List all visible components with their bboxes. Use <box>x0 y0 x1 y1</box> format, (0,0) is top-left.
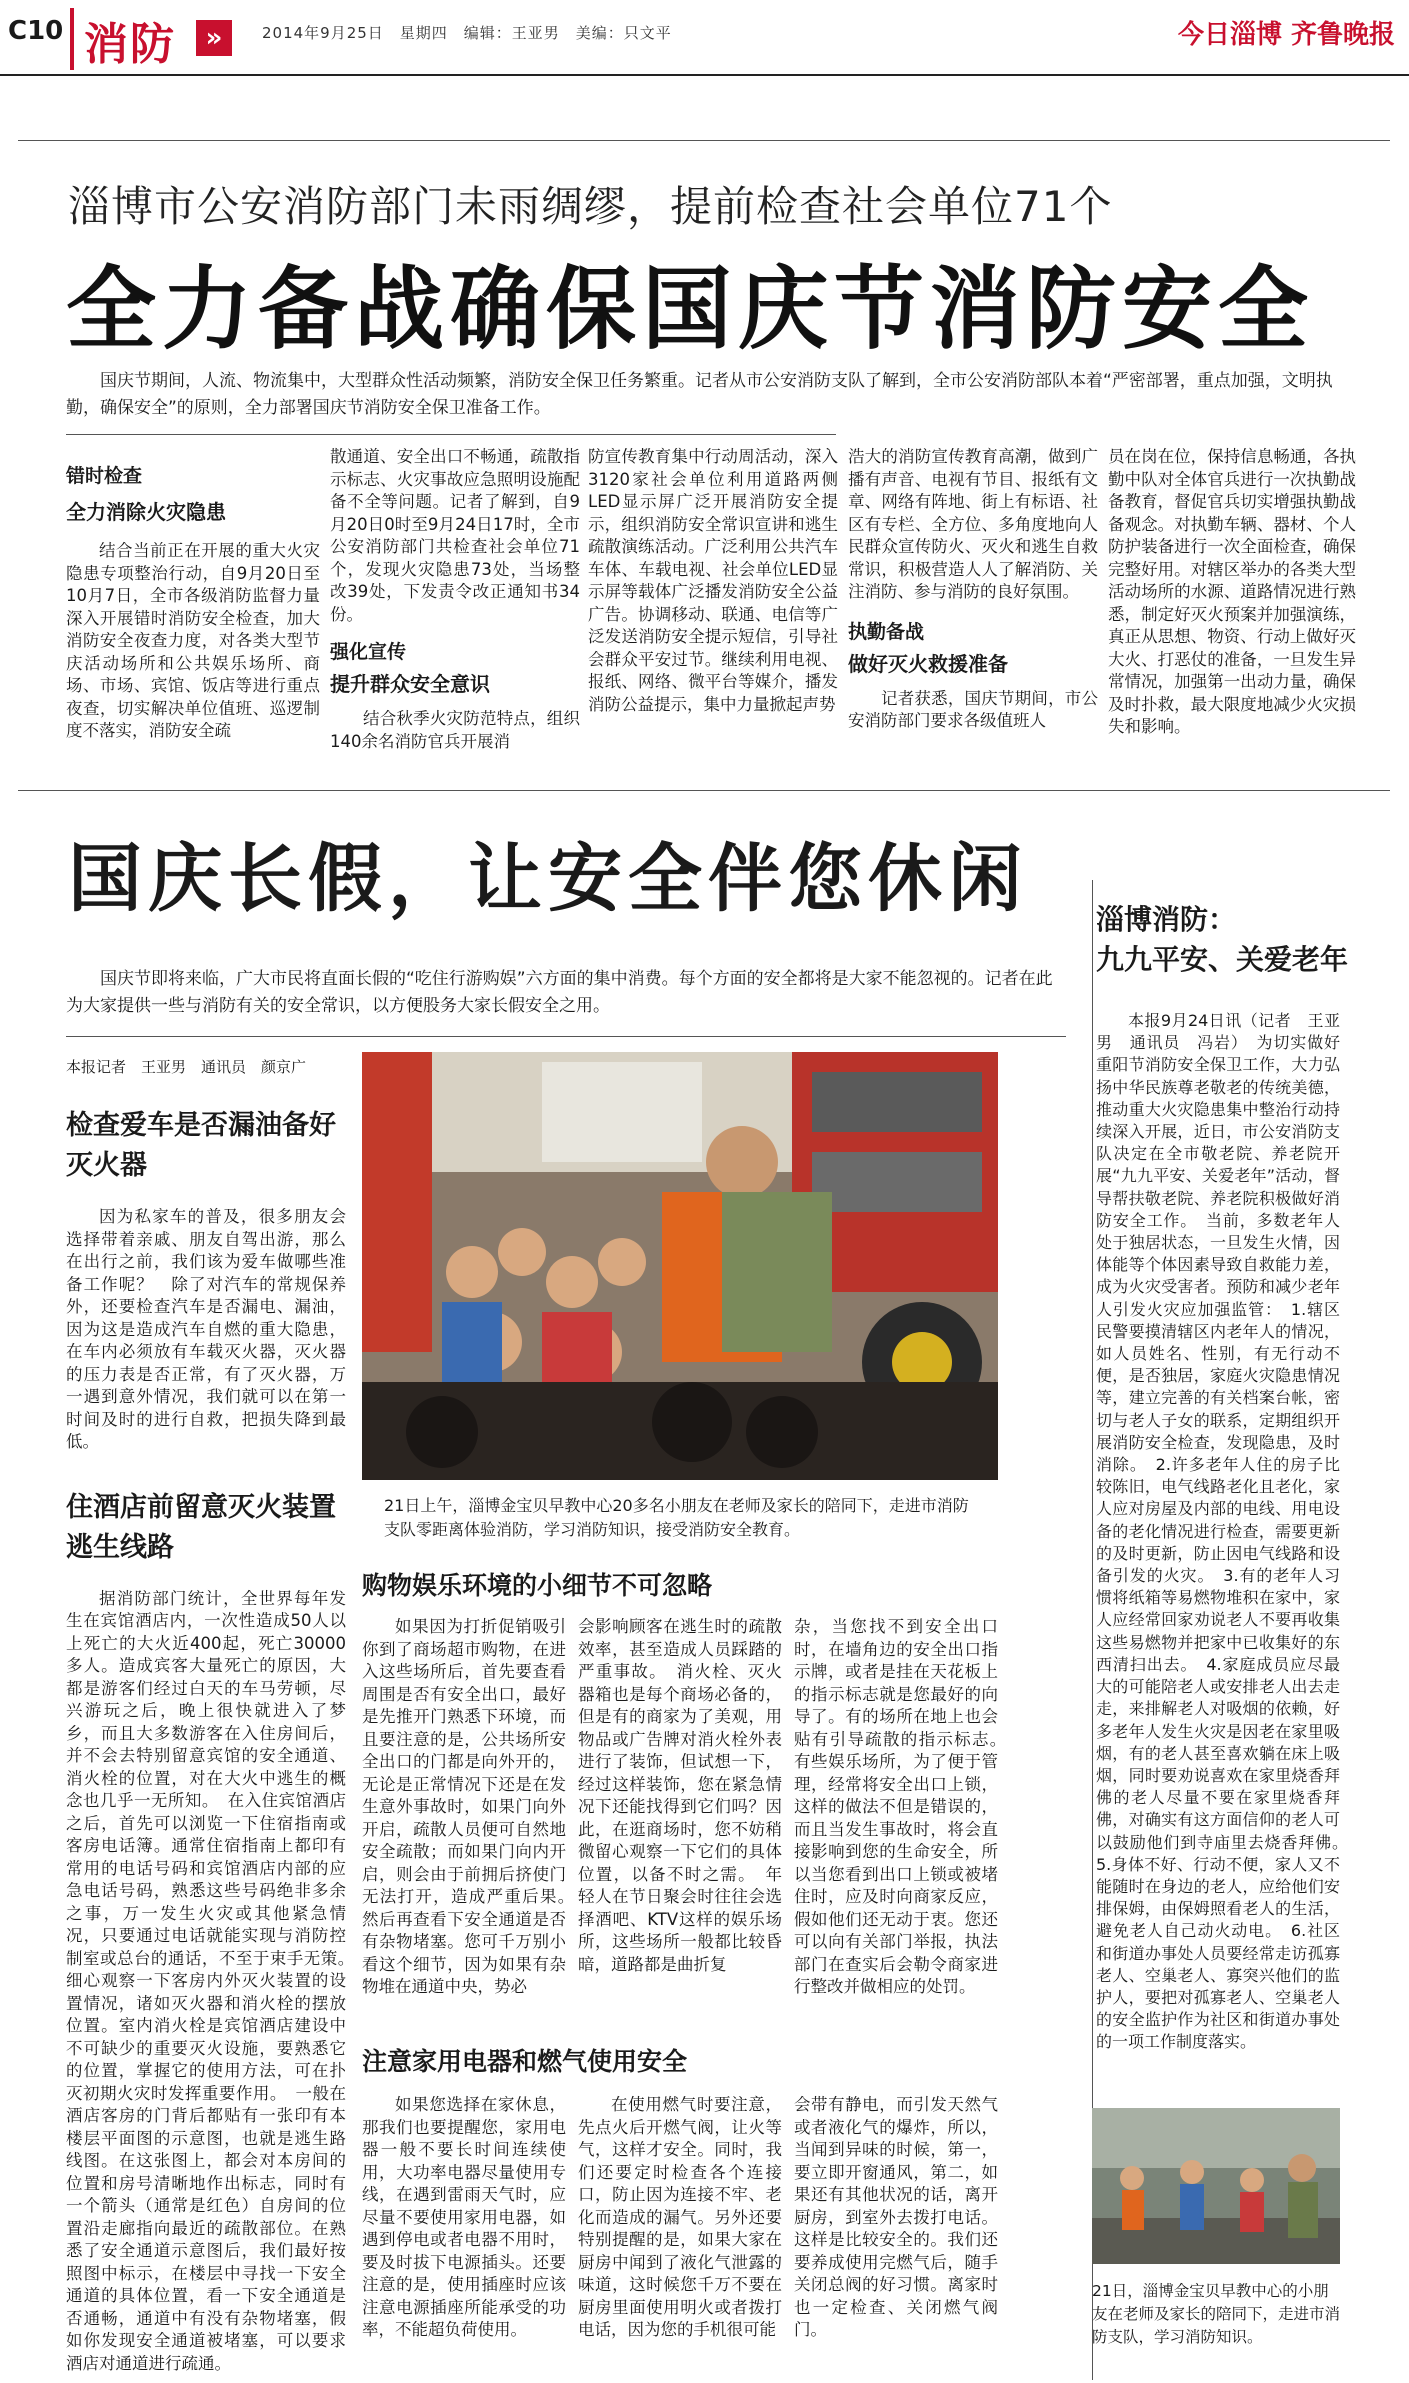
fire-station-photo <box>362 1052 998 1480</box>
main-column-3 <box>588 446 838 716</box>
main-headline: 全力备战确保国庆节消防安全 <box>66 257 1314 362</box>
top-divider <box>18 140 1390 141</box>
issue-meta: 2014年9月25日 星期四 编辑：王亚男 美编：只文平 <box>262 24 672 42</box>
section-4-col3: 会带有静电，而引发天然气或者液化气的爆炸，所以，当闻到异味的时候，第一，要立即开窗通风，第二，如果还有其他状况的话，离开厨房，到室外去拨打电话。这样是比较安全的。我们还要养成使用完燃气后，随手关闭总阀的好习惯。离家时也一定检查、关闭燃气阀门。 <box>794 2095 998 2339</box>
sidebar-headline-line2: 九九平安、关爱老年 <box>1096 943 1349 976</box>
sidebar-headline <box>1096 900 1386 980</box>
header-divider <box>0 74 1409 76</box>
section-3-col3: 杂，当您找不到安全出口时，在墙角边的安全出口指示牌，或者是挂在天花板上的指示标志就是您最好的向导了。有的场所在地上也会贴有引导疏散的指示标志。 有些娱乐场所，为了便于管理，经常将安全出口上锁，这样的做法不但是错误的，而且当发生事故时，将会直接影响到您的生命安全，所以当您看到出口上锁或被堵住时，应及时向商家反应，假如他们还无动于衷。您还可以向有关部门举报，执法部门在查实后会勒令商家进行整改并做相应的处罚。 <box>794 1617 1015 1996</box>
section-3-col2: 会影响顾客在逃生时的疏散效率，甚至造成人员踩踏的严重事故。 消火栓、灭火器箱也是每个商场必备的，但是有的商家为了美观，用物品或广告牌对消火栓外表进行了装饰，但试想一下，经过这样装饰，您在紧急情况下还能找得到它们吗？因此，在逛商场时，您不妨稍微留心观察一下它们的具体位置，以备不时之需。 年轻人在节日聚会时往往会选择酒吧、KTV这样的娱乐场所，这些场所一般都比较昏暗，道路都是曲折复 <box>578 1617 782 1974</box>
main-column-5 <box>1108 446 1356 739</box>
section-4-col1: 如果您选择在家休息，那我们也要提醒您，家用电器一般不要长时间连续使用，大功率电器尽量使用专线，在遇到雷雨天气时，应尽量不要使用家用电器，如遇到停电或者电器不用时，要及时拔下电源插头。还要注意的是，使用插座时应该注意电源插座所能承受的功率，不能超负荷使用。 <box>362 2095 566 2339</box>
main-col1-text: 结合当前正在开展的重大火灾隐患专项整治行动，自9月20日至10月7日，全市各级消防监督力量深入开展错时消防安全检查，加大消防安全夜查力度，对各类大型节庆活动场所和公共娱乐场所、商场、市场、宾馆、饭店等进行重点夜查，切实解决单位值班、巡逻制度不落实，消防安全疏 <box>66 541 320 740</box>
main-col4-text: 浩大的消防宣传教育高潮，做到广播有声音、电视有节目、报纸有文章、网络有阵地、街上有标语、社区有专栏、全方位、多角度地向人民群众宣传防火、灭火和逃生自救常识，积极营造人人了解消防、关注消防、参与消防的良好氛围。 <box>848 447 1098 601</box>
section-2-title: 住酒店前留意灭火装置逃生线路 <box>66 1491 336 1563</box>
main-lead: 国庆节期间，人流、物流集中，大型群众性活动频繁，消防安全保卫任务繁重。记者从市公安消防支队了解到，全市公安消防部队本着“严密部署，重点加强，文明执勤，确保安全”的原则，全力部署国庆节消防安全保卫准备工作。 <box>66 371 1333 418</box>
main-col2-text-b: 结合秋季火灾防范特点，组织140余名消防官兵开展消 <box>330 709 580 751</box>
main-kicker: 淄博市公安消防部门未雨绸缪，提前检查社会单位71个 <box>68 182 1113 231</box>
main-col3-text: 防宣传教育集中行动周活动，深入3120家社会单位利用道路两侧LED显示屏广泛开展消防安全提示，组织消防安全常识宣讲和逃生疏散演练活动。广泛利用公共汽车车体、车载电视、社会单位LED显示屏等载体广泛播发消防安全公益广告。协调移动、联通、电信等广泛发送消防安全提示短信，引导社会群众平安过节。继续利用电视、报纸、网络、微平台等媒介，播发消防公益提示，集中力量掀起声势 <box>588 447 838 714</box>
section-4-title: 注意家用电器和燃气使用安全 <box>362 2047 688 2076</box>
section-1-text: 因为私家车的普及，很多朋友会选择带着亲戚、朋友自驾出游，那么在出行之前，我们该为爱车做哪些准备工作呢？ 除了对汽车的常规保养外，还要检查汽车是否漏电、漏油，因为这是造成汽车自燃的重大隐患，在车内必须放有车载灭火器，灭火器的压力表是否正常，有了灭火器，万一遇到意外情况，我们就可以在第一时间及时的进行自救，把损失降到最低。 <box>66 1207 346 1451</box>
lead-divider <box>66 434 836 435</box>
sidebar-headline-line1: 淄博消防： <box>1096 903 1237 936</box>
holiday-headline: 国庆长假，让安全伴您休闲 <box>68 836 1028 922</box>
holiday-lead: 国庆节即将来临，广大市民将直面长假的“吃住行游购娱”六方面的集中消费。每个方面的安全都将是大家不能忽视的。记者在此为大家提供一些与消防有关的安全常识，以方便股务大家长假安全之用。 <box>66 969 1053 1016</box>
sidebar-text: 本报9月24日讯（记者 王亚男 通讯员 冯岩） 为切实做好重阳节消防安全保卫工作，大力弘扬中华民族尊老敬老的传统美德，推动重大火灾隐患集中整治行动持续深入开展，近日，市公安消防支队决定在全市敬老院、养老院开展“九九平安、关爱老年”活动，督导帮扶敬老院、养老院积极做好消防安全工作。 当前，多数老年人处于独居状态，一旦发生火情，因体能等个体因素导致自救能力差，成为火灾受害者。预防和减少老年人引发火灾应加强监管： 1.辖区民警要摸清辖区内老年人的情况，如人员姓名、性别，有无行动不便，是否独居，家庭火灾隐患情况等，建立完善的有关档案台帐，密切与老人子女的联系，定期组织开展消防安全检查，发现隐患，及时消除。 2.许多老年人住的房子比较陈旧，电气线路老化且老化，家人应对房屋及内部的电线、用电设备的老化情况进行检查，需要更新的及时更新，防止因电气线路和设备引发的火灾。 3.有的老年人习惯将纸箱等易燃物堆积在家中，家人应经常回家劝说老人不要再收集这些易燃物并把家中已收集好的东西清扫出去。 4.家庭成员应尽最大的可能陪老人或安排老人出去走走，来排解老人对吸烟的依赖，好多老年人发生火灾是因老在家里吸烟，有的老人甚至喜欢躺在床上吸烟，同时要劝说喜欢在家里烧香拜佛的老人尽量不要在家里烧香拜佛，对确实有这方面信仰的老人可以鼓励他们到寺庙里去烧香拜佛。 5.身体不好、行动不便，家人又不能随时在身边的老人，应给他们安排保姆，由保姆照看老人的生活，避免老人自己动火动电。 6.社区和街道办事处人员要经常走访孤寡老人、空巢老人、寡突兴他们的监护人，要把对孤寡老人、空巢老人的安全监护作为社区和街道办事处的一项工作制度落实。 <box>1096 1011 1357 2052</box>
section-4-col2: 在使用燃气时要注意，先点火后开燃气阀，让火等气，这样才安全。同时，我们还要定时检查各个连接口，防止因为连接不牢、老化而造成的漏气。另外还要特别提醒的是，如果大家在厨房中闻到了液化气泄露的味道，这时候您千万不要在厨房里面使用明火或者拨打电话，因为您的手机很可能 <box>578 2095 782 2339</box>
masthead-logo: 今日淄博 齐鲁晚报 <box>1177 20 1395 50</box>
sidebar-photo <box>1092 2108 1340 2264</box>
section-3-col1: 如果因为打折促销吸引你到了商场超市购物，在进入这些场所后，首先要查看周围是否有安全出口，最好是先推开门熟悉下环境，而且要注意的是，公共场所安全出口的门都是向外开的，无论是正常情况下还是在发生意外事故时，如果门向外开启，疏散人员便可自然地安全疏散；而如果门向内开启，则会由于前拥后挤使门无法打开，造成严重后果。 然后再查看下安全通道是否有杂物堵塞。您可千万别小看这个细节，因为如果有杂物堆在通道中央，势必 <box>362 1617 583 1996</box>
subhead-3-subtitle: 做好灭火救援准备 <box>848 651 1008 676</box>
subhead-1-subtitle: 全力消除火灾隐患 <box>66 500 226 524</box>
subhead-2-title: 强化宣传 <box>330 641 407 663</box>
main-col4-text-b: 记者获悉，国庆节期间，市公安消防部门要求各级值班人 <box>848 688 1098 730</box>
subhead-2-subtitle: 提升群众安全意识 <box>330 672 490 696</box>
page-number-divider <box>70 8 74 70</box>
main-col2-text: 散通道、安全出口不畅通，疏散指示标志、火灾事故应急照明设施配备不全等问题。记者了解到，自9月20日0时至9月24日17时，全市公安消防部门共检查社会单位71个，发现火灾隐患73处，当场整改39处，下发责令改正通知书34份。 <box>330 447 580 624</box>
main-column-4 <box>848 446 1098 733</box>
photo-caption: 21日上午，淄博金宝贝早教中心20多名小朋友在老师及家长的陪同下，走进市消防支队零距离体验消防，学习消防知识，接受消防安全教育。 <box>384 1496 969 1539</box>
sidebar-photo-caption: 21日，淄博金宝贝早教中心的小朋友在老师及家长的陪同下，走进市消防支队，学习消防知识。 <box>1092 2282 1341 2346</box>
section-title: 消防 <box>84 19 176 70</box>
subhead-1-title: 错时检查 <box>66 465 143 487</box>
page-number: C10 <box>8 16 64 46</box>
holiday-left-column <box>66 1106 363 2375</box>
sidebar-photo-illustration <box>1092 2108 1340 2264</box>
double-chevron-icon: » <box>196 20 232 56</box>
main-col5-text: 员在岗在位，保持信息畅通，各执勤中队对全体官兵进行一次执勤战备教育，督促官兵切实增强执勤战备观念。对执勤车辆、器材、个人防护装备进行一次全面检查，确保完整好用。对辖区举办的各类大型活动场所的水源、道路情况进行熟悉，制定好灭火预案并加强演练，真正从思想、物资、行动上做好灭大火、打恶仗的准备，一旦发生异常情况，加强第一出动力量，确保及时扑救，最大限度地减少火灾损失和影响。 <box>1108 447 1356 736</box>
section-divider <box>18 790 1390 791</box>
fire-station-photo-illustration <box>362 1052 998 1480</box>
subhead-3-title: 执勤备战 <box>848 620 925 643</box>
section-1-title: 检查爱车是否漏油备好灭火器 <box>66 1110 336 1181</box>
section-2-text: 据消防部门统计，全世界每年发生在宾馆酒店内，一次性造成50人以上死亡的大火近400起，死亡30000多人。造成宾客大量死亡的原因，大都是游客们经过白天的车马劳顿，尽兴游玩之后，晚上很快就进入了梦乡，而且大多数游客在入住房间后，并不会去特别留意宾馆的安全通道、消火栓的位置，对在大火中逃生的概念也几乎一无所知。 在入住宾馆酒店之后，首先可以浏览一下住宿指南或客房电话簿。通常住宿指南上都印有常用的电话号码和宾馆酒店内部的应急电话号码，熟悉这些号码绝非多余之事，万一发生火灾或其他紧急情况，只要通过电话就能实现与消防控制室或总台的通话，不至于束手无策。 细心观察一下客房内外灭火装置的设置情况，诸如灭火器和消火栓的摆放位置。室内消火栓是宾馆酒店建设中不可缺少的重要灭火设施，要熟悉它的位置，掌握它的使用方法，可在扑灭初期火灾时发挥重要作用。 一般在酒店客房的门背后都贴有一张印有本楼层平面图的示意图，也就是逃生路线图。在这张图上，都会对本房间的位置和房号清晰地作出标志，同时有一个箭头（通常是红色）自房间的位置沿走廊指向最近的疏散部位。在熟悉了安全通道示意图后，我们最好按照图中标示，在楼层中寻找一下安全通道的具体位置，看一下安全通道是否通畅，通道中有没有杂物堵塞，假如你发现安全通道被堵塞，可以要求酒店对通道进行疏通。 <box>66 1588 363 2373</box>
main-column-1 <box>66 462 320 743</box>
main-column-2 <box>330 446 580 753</box>
section-3-title: 购物娱乐环境的小细节不可忽略 <box>362 1571 713 1600</box>
byline: 本报记者 王亚男 通讯员 颜京广 <box>66 1058 307 1076</box>
holiday-lead-divider <box>66 1036 1066 1037</box>
